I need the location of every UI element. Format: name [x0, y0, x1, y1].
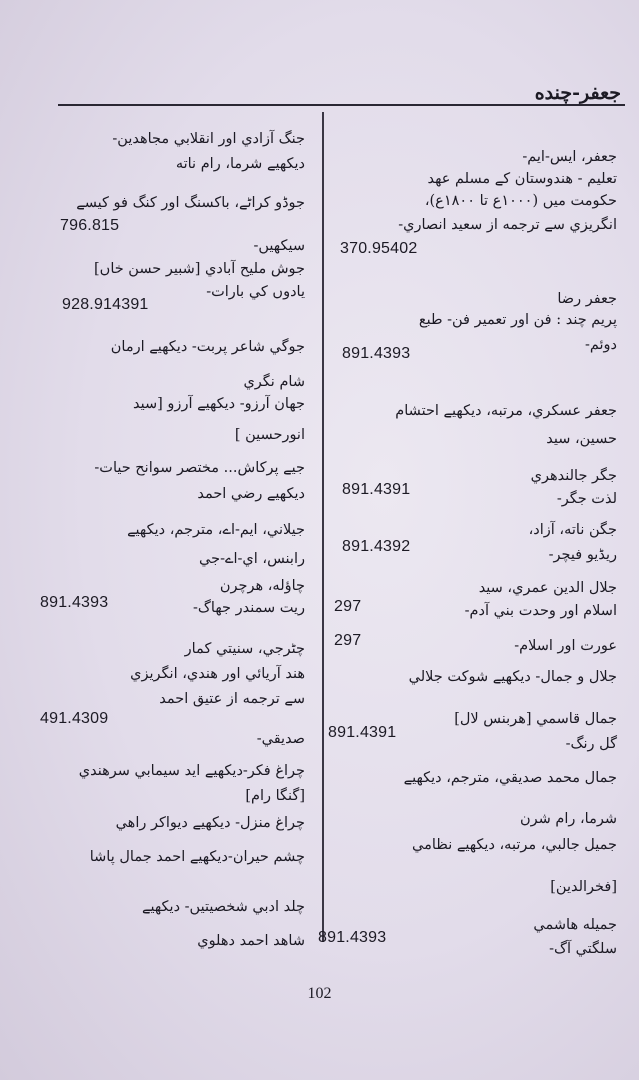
catalog-entry-line: جعفر، ايس-ايم- — [522, 149, 617, 165]
classification-number: 891.4392 — [342, 538, 411, 555]
classification-number: 370.95402 — [340, 240, 418, 257]
catalog-entry-line: جيلاني، ايم-اے، مترجم، ديكهيے — [127, 522, 305, 538]
catalog-entry-line: جيے پركاش... مختصر سوانح حيات- — [94, 460, 305, 476]
classification-number: 891.4391 — [342, 481, 411, 498]
catalog-entry-line: تعليم - هندوستان كے مسلم عهد — [427, 171, 617, 187]
catalog-entry-line: هند آريائي اور هندي، انگريزي — [130, 666, 305, 682]
catalog-entry-line: حكومت ميں (١٠٠٠ع تا ١٨٠٠ع)، — [424, 193, 617, 209]
catalog-entry-line: رابنس، اي-اے-جي — [199, 551, 305, 567]
catalog-entry-line: چراغ منزل- ديكهيے ديواكر راهي — [115, 815, 305, 831]
catalog-entry-line: جمال محمد صديقي، مترجم، ديكهيے — [403, 770, 617, 786]
catalog-entry-line: جنگ آزادي اور انقلابي مجاهدين- — [112, 131, 305, 147]
catalog-entry-line: چشم حيران-ديكهيے احمد جمال پاشا — [89, 849, 305, 865]
catalog-entry-line: عورت اور اسلام- — [514, 638, 617, 654]
catalog-entry-line: سے ترجمه از عتيق احمد — [159, 691, 305, 707]
catalog-entry-line: دوئم- — [584, 337, 617, 353]
catalog-entry-line: چراغ فكر-ديكهيے ايد سيمابي سرهندي — [78, 763, 305, 779]
catalog-entry-line: جميل جالبي، مرتبه، ديكهيے نظامي — [412, 837, 617, 853]
classification-number: 891.4393 — [40, 594, 109, 611]
catalog-entry-line: چٹرجي، سنيتي كمار — [184, 641, 305, 657]
catalog-entry-line: سلگتي آگ- — [549, 941, 617, 957]
catalog-entry-line: جمال قاسمي [هربنس لال] — [454, 711, 617, 727]
catalog-entry-line: ديكهيے رضي احمد — [197, 486, 305, 502]
catalog-entry-line: جلال الدين عمري، سيد — [478, 580, 617, 596]
header-rule — [58, 104, 625, 106]
catalog-entry-line: صديقي- — [256, 731, 305, 747]
catalog-entry-line: شرما، رام شرن — [519, 811, 617, 827]
catalog-entry-line: ريڈيو فيچر- — [548, 547, 617, 563]
catalog-entry-line: شام نگري — [243, 374, 305, 390]
catalog-entry-line: پريم چند : فن اور تعمير فن- طبع — [418, 312, 617, 328]
classification-number: 928.914391 — [62, 296, 149, 313]
catalog-entry-line: [فخرالدين] — [550, 879, 617, 895]
catalog-entry-line: جعفر رضا — [557, 291, 617, 307]
classification-number: 891.4393 — [342, 345, 411, 362]
catalog-entry-line: جميله هاشمي — [533, 917, 617, 933]
catalog-entry-line: ديكهيے شرما، رام ناته — [175, 156, 305, 172]
classification-number: 297 — [334, 632, 362, 649]
catalog-entry-line: حسين، سيد — [546, 431, 617, 447]
column-divider — [322, 112, 324, 942]
catalog-entry-line: جوش مليح آبادي [شبير حسن خاں] — [94, 261, 305, 277]
catalog-entry-line: جگر جالندهري — [530, 468, 617, 484]
catalog-entry-line: چاؤله، هرچرن — [219, 578, 305, 594]
catalog-entry-line: جعفر عسكري، مرتبه، ديكهيے احتشام — [395, 403, 617, 419]
catalog-entry-line: جلال و جمال- ديكهيے شوكت جلالي — [408, 669, 617, 685]
catalog-entry-line: [گنگا رام] — [245, 788, 305, 804]
catalog-entry-line: اسلام اور وحدت بني آدم- — [464, 603, 617, 619]
catalog-entry-line: جوگي شاعر پربت- ديكهيے ارمان — [110, 339, 305, 355]
catalog-entry-line: جگن ناته، آزاد، — [528, 522, 617, 538]
classification-number: 891.4391 — [328, 724, 397, 741]
page-number: 102 — [307, 985, 332, 1002]
catalog-entry-line: انورحسين ] — [234, 427, 305, 443]
catalog-entry-line: جوڈو كراٹے، باكسنگ اور كنگ فو كيسے — [76, 195, 305, 211]
catalog-entry-line: شاهد احمد دهلوي — [197, 933, 305, 949]
classification-number: 891.4393 — [318, 929, 387, 946]
classification-number: 796.815 — [60, 217, 120, 234]
catalog-entry-line: يادوں كي بارات- — [206, 284, 305, 300]
catalog-entry-line: سيكهيں- — [253, 238, 305, 254]
catalog-entry-line: لذت جگر- — [556, 491, 617, 507]
catalog-entry-line: گل رنگ- — [565, 736, 617, 752]
catalog-entry-line: انگريزي سے ترجمه از سعيد انصاري- — [398, 217, 617, 233]
classification-number: 297 — [334, 598, 362, 615]
page-header-title: جعفر-چنده — [534, 82, 621, 104]
catalog-entry-line: ريت سمندر جهاگ- — [193, 600, 305, 616]
classification-number: 491.4309 — [40, 710, 109, 727]
catalog-entry-line: چلد ادبي شخصيتيں- ديكهيے — [141, 899, 305, 915]
catalog-entry-line: جهان آرزو- ديكهيے آرزو [سيد — [133, 396, 305, 412]
